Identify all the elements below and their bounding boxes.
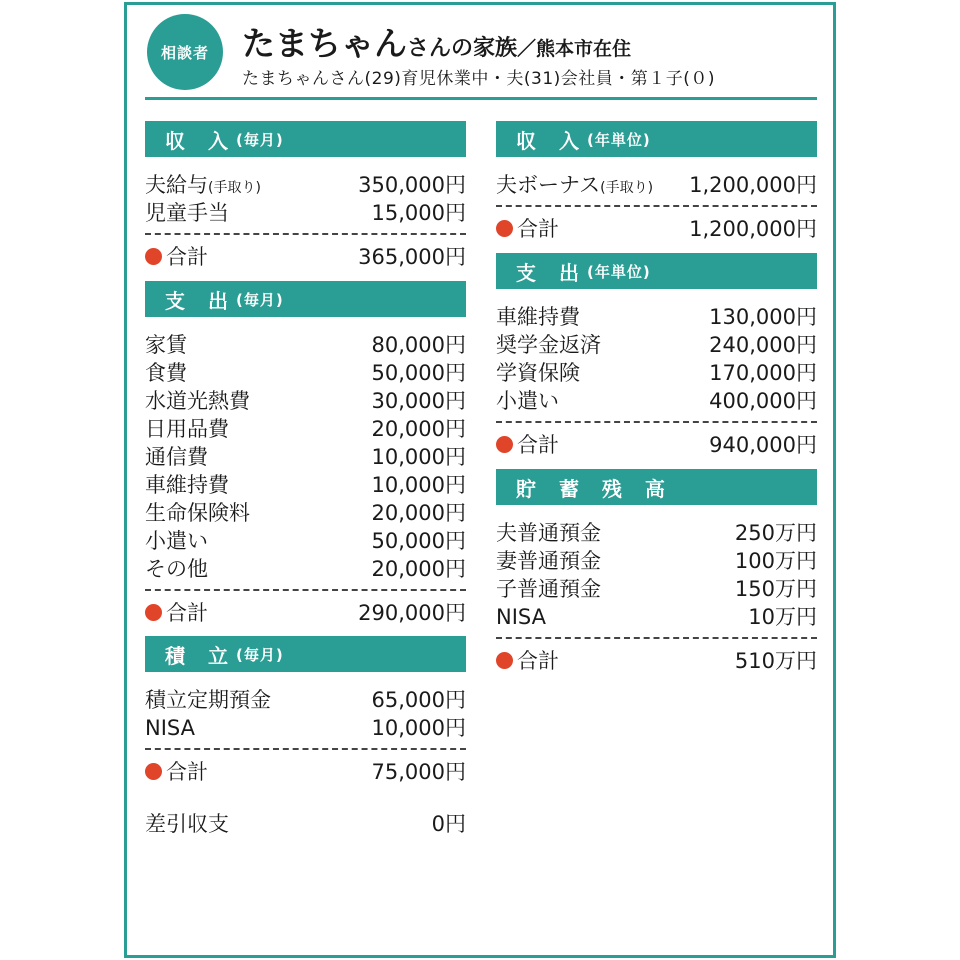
consultant-badge: 相談者 [147,14,223,90]
yearly-income-total: 合計 1,200,000円 [496,213,817,243]
section-header-yearly-income: 収 入 (年単位) [496,121,817,157]
section-header-monthly-income: 収 入 (毎月) [145,121,466,157]
total-dot-icon [145,604,162,621]
monthly-income-total: 合計 365,000円 [145,241,466,271]
list-item: 食費 50,000円 [145,361,466,385]
list-item: 家賃 80,000円 [145,333,466,357]
dashed-divider [145,589,466,591]
list-item: 積立定期預金 65,000円 [145,688,466,712]
list-item: 学資保険 170,000円 [496,361,817,385]
family-name: たまちゃん [242,24,407,63]
total-dot-icon [496,220,513,237]
left-column [145,121,466,838]
right-column [496,121,817,675]
list-item: その他 20,000円 [145,557,466,581]
section-header-monthly-expense: 支 出 (毎月) [145,281,466,317]
dashed-divider [145,748,466,750]
list-item: 生命保険料 20,000円 [145,501,466,525]
list-item: NISA 10万円 [496,605,817,629]
yearly-income-list [496,157,817,197]
page-title [242,18,631,65]
list-item: 奨学金返済 240,000円 [496,333,817,357]
family-suffix: さんの家族 [407,36,518,61]
section-header-savings-balance: 貯 蓄 残 高 [496,469,817,505]
list-item: NISA 10,000円 [145,716,466,740]
list-item: 水道光熱費 30,000円 [145,389,466,413]
list-item: 夫給与 (手取り) 350,000円 [145,173,466,197]
list-item: 子普通預金 150万円 [496,577,817,601]
header-divider [145,97,817,100]
dashed-divider [496,421,817,423]
dashed-divider [496,637,817,639]
monthly-savings-total: 合計 75,000円 [145,756,466,786]
dashed-divider [496,205,817,207]
total-dot-icon [145,763,162,780]
total-dot-icon [145,248,162,265]
section-header-monthly-savings: 積 立 (毎月) [145,636,466,672]
list-item: 日用品費 20,000円 [145,417,466,441]
total-dot-icon [496,436,513,453]
savings-balance-total: 合計 510万円 [496,645,817,675]
list-item: 夫ボーナス (手取り) 1,200,000円 [496,173,817,197]
list-item: 小遣い 400,000円 [496,389,817,413]
total-dot-icon [496,652,513,669]
list-item: 車維持費 10,000円 [145,473,466,497]
monthly-expense-list [145,317,466,581]
family-location: ／熊本市在住 [517,38,632,60]
list-item: 通信費 10,000円 [145,445,466,469]
list-item: 車維持費 130,000円 [496,305,817,329]
dashed-divider [145,233,466,235]
savings-balance-list [496,505,817,629]
list-item: 小遣い 50,000円 [145,529,466,553]
monthly-savings-list [145,672,466,740]
list-item: 児童手当 15,000円 [145,201,466,225]
family-description: たまちゃんさん(29)育児休業中・夫(31)会社員・第１子(０) [242,69,716,89]
net-balance: 差引収支 0円 [145,812,466,836]
monthly-expense-total: 合計 290,000円 [145,597,466,627]
list-item: 夫普通預金 250万円 [496,521,817,545]
yearly-expense-list [496,289,817,413]
list-item: 妻普通預金 100万円 [496,549,817,573]
yearly-expense-total: 合計 940,000円 [496,429,817,459]
monthly-income-list [145,157,466,225]
section-header-yearly-expense: 支 出 (年単位) [496,253,817,289]
